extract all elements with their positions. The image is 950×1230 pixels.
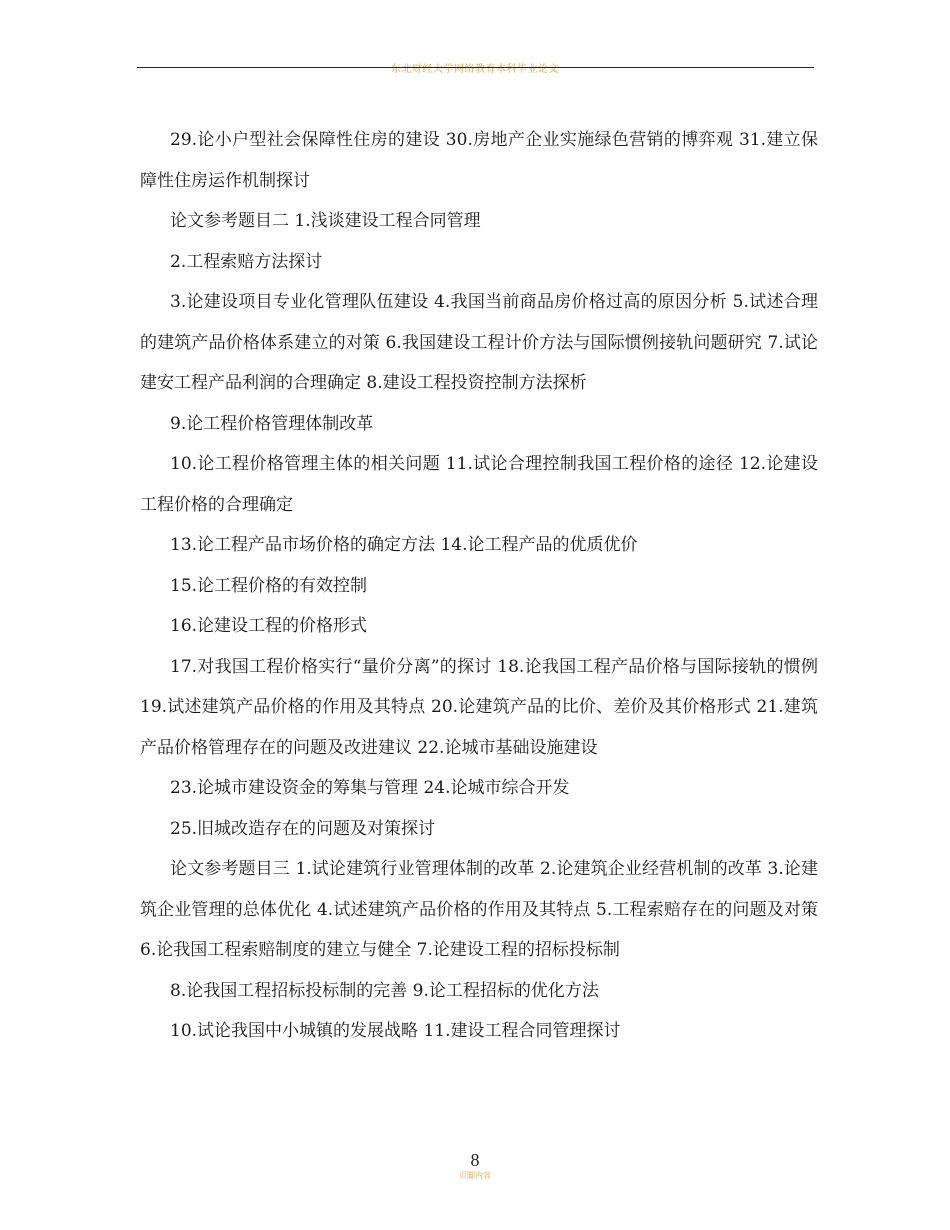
page-number: 8 — [470, 1150, 480, 1170]
paragraph: 16.论建设工程的价格形式 — [170, 616, 368, 636]
paragraph: 15.论工程价格的有效控制 — [170, 575, 368, 596]
paragraph: 25.旧城改造存在的问题及对策探讨 — [170, 818, 436, 839]
paragraph: 2.工程索赔方法探讨 — [170, 251, 323, 272]
paragraph: 10.论工程价格管理主体的相关问题 11.试论合理控制我国工程价格的途径 12.论建设工程价格的合理确定 — [140, 454, 818, 515]
paragraph: 23.论城市建设资金的筹集与管理 24.论城市综合开发 — [170, 778, 570, 798]
document-body — [140, 120, 818, 1052]
header-divider — [137, 67, 814, 68]
paragraph: 29.论小户型社会保障性住房的建设 30.房地产企业实施绿色营销的博弈观 31.建立保障性住房运作机制探讨 — [140, 130, 818, 191]
page-footer-note: 页脚内容 — [459, 1171, 491, 1180]
paragraph: 17.对我国工程价格实行“量价分离”的探讨 18.论我国工程产品价格与国际接轨的惯例 19.试述建筑产品价格的作用及其特点 20.论建筑产品的比价、差价及其价格形式 21.建筑产品价格管理存在的问题及改进建议 22.论城市基础设施建设 — [140, 656, 818, 758]
paragraph: 8.论我国工程招标投标制的完善 9.论工程招标的优化方法 — [170, 980, 599, 1001]
paragraph: 论文参考题目二 1.浅谈建设工程合同管理 — [170, 211, 481, 231]
paragraph: 论文参考题目三 1.试论建筑行业管理体制的改革 2.论建筑企业经营机制的改革 3.论建筑企业管理的总体优化 4.试述建筑产品价格的作用及其特点 5.工程索赔存在的问题及对策 6.论我国工程索赔制度的建立与健全 7.论建设工程的招标投标制 — [140, 859, 818, 960]
paragraph: 3.论建设项目专业化管理队伍建设 4.我国当前商品房价格过高的原因分析 5.试述合理的建筑产品价格体系建立的对策 6.我国建设工程计价方法与国际惯例接轨问题研究 7.试论建安工程产品利润的合理确定 8.建设工程投资控制方法探析 — [140, 292, 818, 393]
paragraph: 13.论工程产品市场价格的确定方法 14.论工程产品的优质优价 — [170, 535, 638, 555]
paragraph: 10.试论我国中小城镇的发展战略 11.建设工程合同管理探讨 — [170, 1021, 621, 1041]
paragraph: 9.论工程价格管理体制改革 — [170, 413, 374, 434]
page-header-title: 东北财经大学网络教育本科毕业论文 — [391, 64, 559, 75]
